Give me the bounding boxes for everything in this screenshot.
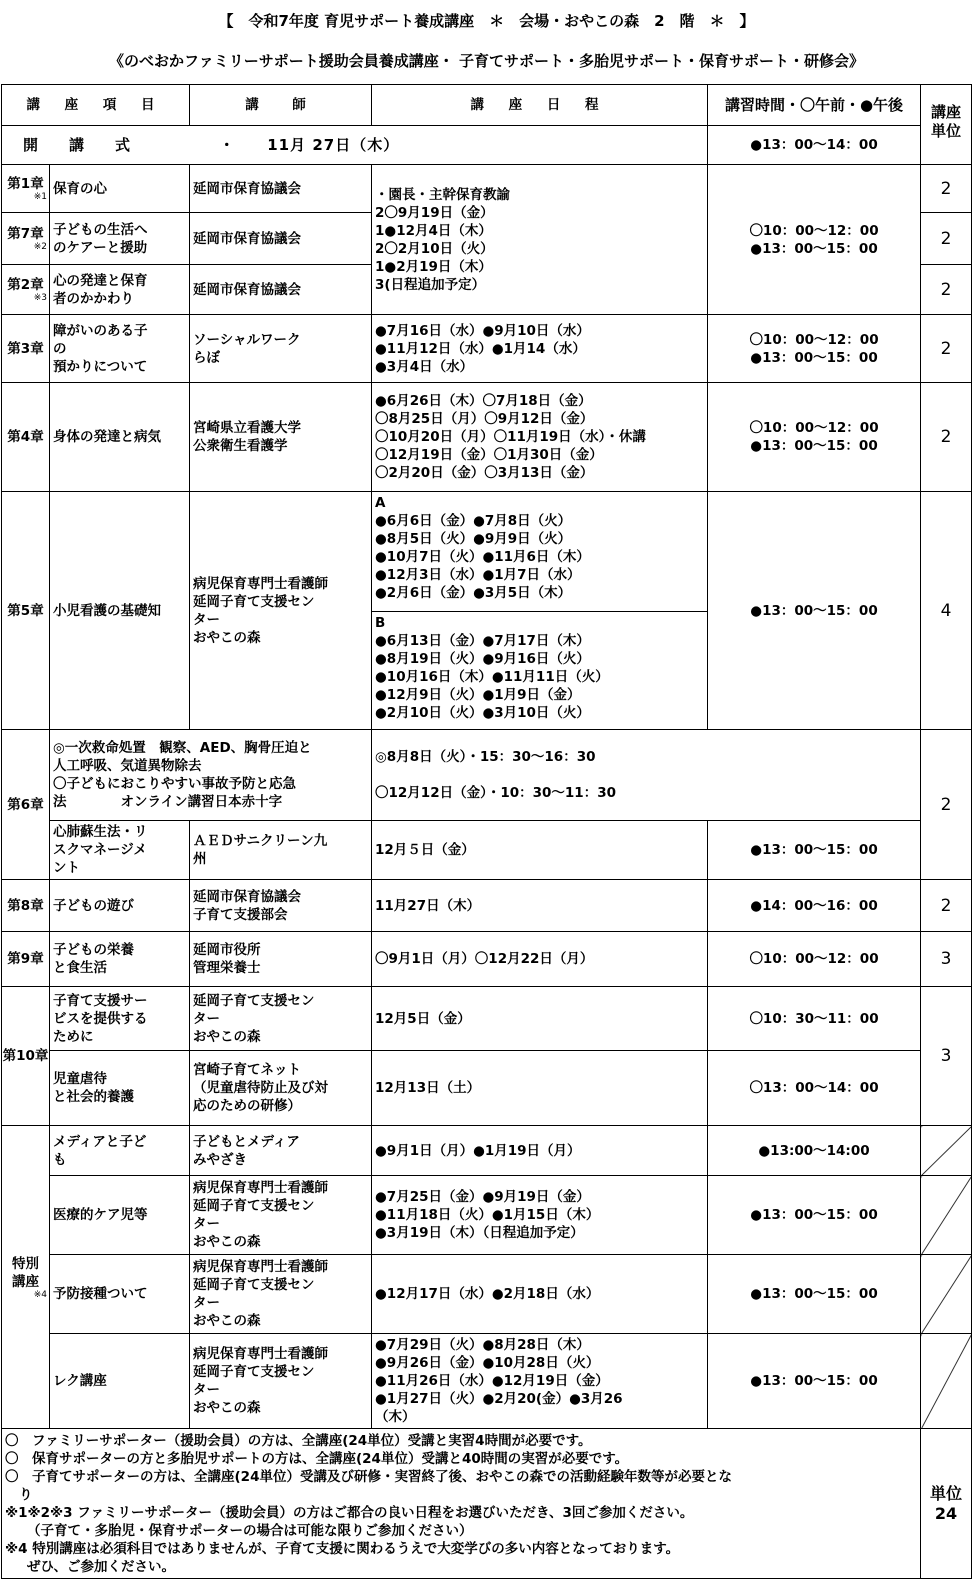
time-cell: ●13：00～15：00 — [708, 1255, 921, 1334]
unit-value: 2 — [921, 383, 972, 492]
course-item: 身体の発達と病気 — [50, 383, 190, 492]
chapter-label: 第1章 ※1 — [2, 165, 50, 213]
unit-value: 2 — [921, 880, 972, 932]
time-cell: 〇10：00～12：00 ●13：00～15：00 — [708, 383, 921, 492]
chapter-label: 第9章 — [2, 932, 50, 987]
course-item: 障がいのある子 の 預かりについて — [50, 315, 190, 383]
course-item: 小児看護の基礎知 — [50, 492, 190, 730]
schedule-cell: ◎8月8日（火）・15：30～16：30 〇12月12日（金）・10：30～11：30 — [372, 730, 921, 821]
course-item: 子どもの栄養 と食生活 — [50, 932, 190, 987]
unit-empty — [921, 1334, 972, 1429]
schedule-cell: ●7月16日（水）●9月10日（水） ●11月12日（水）●1月14（水） ●3月4日（水） — [372, 315, 708, 383]
course-item: メディアと子ど も — [50, 1126, 190, 1176]
lecturer: 病児保育専門士看護師 延岡子育て支援セン ター おやこの森 — [190, 1176, 372, 1255]
opening-time: ●13：00～14：00 — [708, 126, 921, 165]
document-title: 【 令和7年度 育児サポート養成講座 ＊ 会場・おやこの森 2 階 ＊ 】 — [218, 12, 755, 30]
schedule-cell: ・園長・主幹保育教諭 2〇9月19日（金） 1●12月4日（木） 2〇2月10日（火） 1●2月19日（木） 3(日程追加予定） — [372, 165, 708, 315]
schedule-cell: 12月13日（土） — [372, 1051, 708, 1126]
course-item: 子どもの遊び — [50, 880, 190, 932]
time-cell: ●13：00～15：00 — [708, 821, 921, 880]
footer-notes: 〇 ファミリーサポーター（援助会員）の方は、全講座(24単位）受講と実習4時間が必要です。 〇 保育サポーターの方と多胎児サポートの方は、全講座(24単位）受講と40時間の実習が必要です。 〇 子育てサポーターの方は、全講座(24単位）受講及び研修・実習終了後、おやこの森での活動経験年数等が必要とな り ※1※2※3 ファミリーサポーター（援助会員）の方はご都合の良い日程をお選びいただき、3回ご参加ください。 （子育て・多胎児・保育サポーターの場合は可能な限りご参加ください） ※4 特別講座は必須科目ではありませんが、子育て支援に関わるうえで大変学びの多い内容となっております。 ぜひ、ご参加ください。 — [2, 1429, 921, 1579]
opening-ceremony — [2, 126, 708, 165]
unit-empty — [921, 1176, 972, 1255]
table-row — [2, 1051, 972, 1126]
opening-label: 開 講 式 — [23, 136, 139, 154]
lecturer: 病児保育専門士看護師 延岡子育て支援セン ター おやこの森 — [190, 1255, 372, 1334]
schedule-cell: ●6月26日（木）〇7月18日（金） 〇8月25日（月）〇9月12日（金） 〇10月20日（月）〇11月19日（水）・休講 〇12月19日（金）〇1月30日（金） 〇2月20日（金）〇3月13日（金） — [372, 383, 708, 492]
lecturer: 子どもとメディア みやざき — [190, 1126, 372, 1176]
footer-notes-row — [2, 1429, 972, 1579]
opening-date: ・ 11月 27日（木） — [219, 136, 400, 154]
time-cell: ●13：00～15：00 — [708, 1176, 921, 1255]
course-item: 医療的ケア児等 — [50, 1176, 190, 1255]
chapter-label: 第6章 — [2, 730, 50, 880]
time-cell: 〇10：00～12：00 ●13：00～15：00 — [708, 165, 921, 315]
time-cell: 〇10：00～12：00 ●13：00～15：00 — [708, 315, 921, 383]
course-item: 心の発達と保育 者のかかわり — [50, 265, 190, 315]
table-header-row — [2, 85, 972, 126]
course-item: 児童虐待 と社会的養護 — [50, 1051, 190, 1126]
document-subtitle: 《のべおかファミリーサポート援助会員養成講座・ 子育てサポート・多胎児サポート・保育サポート・研修会》 — [109, 52, 864, 70]
time-cell: ●13：00～15：00 — [708, 1334, 921, 1429]
schedule-cell: 12月5日（金） — [372, 987, 708, 1051]
lecturer: ＡＥＤサニクリーン九 州 — [190, 821, 372, 880]
schedule-cell-a: A ●6月6日（金）●7月8日（火） ●8月5日（火）●9月9日（火） ●10月7日（火）●11月6日（木） ●12月3日（水）●1月7日（水） ●2月6日（金）●3月5日（木） — [372, 492, 708, 612]
schedule-cell: ●7月25日（金）●9月19日（金） ●11月18日（火）●1月15日（木） ●3月19日（木）（日程追加予定） — [372, 1176, 708, 1255]
lecturer: 延岡市保育協議会 — [190, 265, 372, 315]
table-row — [2, 1126, 972, 1176]
chapter-label: 第10章 — [2, 987, 50, 1126]
chapter-label: 第3章 — [2, 315, 50, 383]
course-item: 心肺蘇生法・リ スクマネージメ ント — [50, 821, 190, 880]
opening-row — [2, 126, 972, 165]
table-row — [2, 730, 972, 821]
unit-value: 2 — [921, 213, 972, 265]
lecturer: 延岡市役所 管理栄養士 — [190, 932, 372, 987]
time-cell: 〇10：30～11：00 — [708, 987, 921, 1051]
course-item: レク講座 — [50, 1334, 190, 1429]
course-item: 子どもの生活へ のケアーと援助 — [50, 213, 190, 265]
lecturer: ソーシャルワーク らぼ — [190, 315, 372, 383]
table-row — [2, 987, 972, 1051]
unit-empty — [921, 1255, 972, 1334]
header-time: 講習時間・〇午前・●午後 — [708, 85, 921, 126]
schedule-cell: ●9月1日（月）●1月19日（月） — [372, 1126, 708, 1176]
unit-empty — [921, 1126, 972, 1176]
lecturer: 病児保育専門士看護師 延岡子育て支援セン ター おやこの森 — [190, 492, 372, 730]
table-row — [2, 492, 972, 612]
header-schedule: 講 座 日 程 — [372, 85, 708, 126]
unit-value: 3 — [921, 987, 972, 1126]
schedule-cell: ●12月17日（水）●2月18日（水） — [372, 1255, 708, 1334]
chapter-label: 特別 講座 ※4 — [2, 1126, 50, 1429]
table-row — [2, 1255, 972, 1334]
time-cell: ●13：00～15：00 — [708, 492, 921, 730]
schedule-table — [1, 84, 972, 1579]
chapter-label: 第8章 — [2, 880, 50, 932]
unit-value: 3 — [921, 932, 972, 987]
schedule-cell: ●7月29日（火）●8月28日（木） ●9月26日（金）●10月28日（火） ●11月26日（水）●12月19日（金） ●1月27日（火）●2月20(金）●3月26 （木） — [372, 1334, 708, 1429]
lecturer: 延岡市保育協議会 — [190, 213, 372, 265]
course-item: 保育の心 — [50, 165, 190, 213]
chapter-label: 第4章 — [2, 383, 50, 492]
unit-value: 2 — [921, 315, 972, 383]
table-row — [2, 383, 972, 492]
time-cell: 〇13：00～14：00 — [708, 1051, 921, 1126]
header-item: 講 座 項 目 — [2, 85, 190, 126]
total-units: 単位 24 — [921, 1429, 972, 1579]
table-row — [2, 821, 972, 880]
chapter-label: 第7章 ※2 — [2, 213, 50, 265]
table-row — [2, 165, 972, 213]
lecturer: 病児保育専門士看護師 延岡子育て支援セン ター おやこの森 — [190, 1334, 372, 1429]
table-row — [2, 932, 972, 987]
lecturer: 延岡子育て支援セン ター おやこの森 — [190, 987, 372, 1051]
table-row — [2, 1176, 972, 1255]
table-row — [2, 1334, 972, 1429]
unit-value: 2 — [921, 165, 972, 213]
table-row — [2, 315, 972, 383]
schedule-cell-b: B ●6月13日（金）●7月17日（木） ●8月19日（火）●9月16日（火） ●10月16日（木）●11月11日（火） ●12月9日（火）●1月9日（金） ●2月10日（火）●3月10日（火） — [372, 612, 708, 730]
chapter-label: 第5章 — [2, 492, 50, 730]
lecturer: 宮崎子育てネット （児童虐待防止及び対 応のための研修） — [190, 1051, 372, 1126]
lecturer: 延岡市保育協議会 子育て支援部会 — [190, 880, 372, 932]
schedule-cell: 〇9月1日（月）〇12月22日（月） — [372, 932, 708, 987]
course-item: 子育て支援サー ビスを提供する ために — [50, 987, 190, 1051]
course-item: ◎一次救命処置 観察、AED、胸骨圧迫と 人工呼吸、気道異物除去 〇子どもにおこりやすい事故予防と応急 法 オンライン講習日本赤十字 — [50, 730, 372, 821]
unit-value: 4 — [921, 492, 972, 730]
schedule-cell: 12月５日（金） — [372, 821, 708, 880]
time-cell: ●13:00～14:00 — [708, 1126, 921, 1176]
time-cell: 〇10：00～12：00 — [708, 932, 921, 987]
time-cell: ●14：00～16：00 — [708, 880, 921, 932]
unit-value: 2 — [921, 730, 972, 880]
chapter-label: 第2章 ※3 — [2, 265, 50, 315]
lecturer: 宮崎県立看護大学 公衆衛生看護学 — [190, 383, 372, 492]
schedule-cell: 11月27日（木） — [372, 880, 708, 932]
header-unit: 講座 単位 — [921, 85, 972, 165]
table-row — [2, 880, 972, 932]
unit-value: 2 — [921, 265, 972, 315]
lecturer: 延岡市保育協議会 — [190, 165, 372, 213]
header-lecturer: 講 師 — [190, 85, 372, 126]
course-item: 予防接種ついて — [50, 1255, 190, 1334]
